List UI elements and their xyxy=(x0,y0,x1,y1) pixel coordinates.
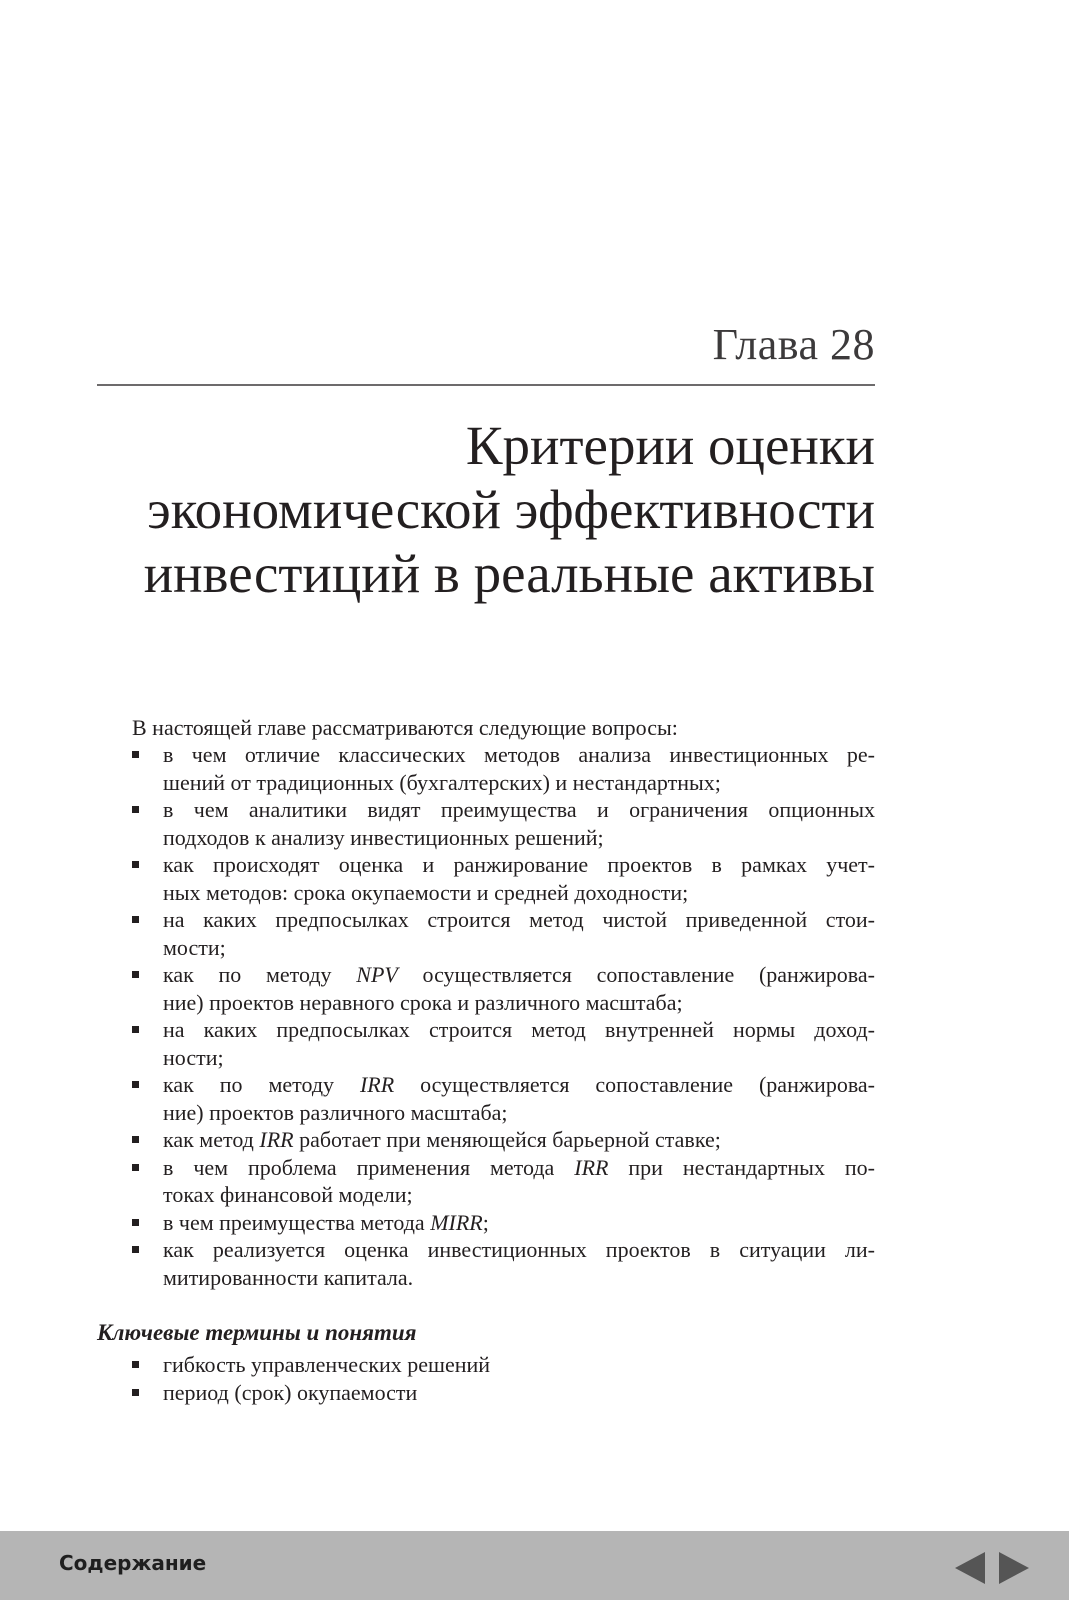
bullet-icon xyxy=(132,1136,139,1143)
footer-nav-bar xyxy=(0,1531,1069,1600)
question-line: подходов к анализу инвестиционных решений; xyxy=(163,824,604,850)
question-item xyxy=(132,1126,875,1154)
question-line: мости; xyxy=(163,934,226,960)
question-line: как реализуется оценка инвестиционных проектов в ситуации ли- xyxy=(163,1237,875,1262)
question-line: в чем проблема применения метода IRR при нестандартных по- xyxy=(163,1154,875,1180)
question-item xyxy=(132,1154,875,1209)
bullet-icon xyxy=(132,1246,139,1253)
contents-link[interactable]: Содержание xyxy=(59,1551,207,1575)
chapter-label: Глава 28 xyxy=(712,320,875,369)
question-line: на каких предпосылках строится метод внутренней нормы доход- xyxy=(163,1017,875,1042)
question-line: ние) проектов различного масштаба; xyxy=(163,1099,508,1125)
question-line: в чем преимущества метода MIRR; xyxy=(163,1209,489,1235)
triangle-left-icon[interactable] xyxy=(955,1552,985,1584)
question-item xyxy=(132,796,875,851)
bullet-icon xyxy=(132,806,139,813)
bullet-icon xyxy=(132,1081,139,1088)
question-line: как по методу IRR осуществляется сопоставление (ранжирова- xyxy=(163,1072,876,1097)
question-item xyxy=(132,906,875,961)
question-line: в чем аналитики видят преимущества и ограничения опционных xyxy=(163,797,875,822)
keyterm-text: гибкость управленческих решений xyxy=(163,1352,491,1377)
bullet-icon xyxy=(132,1164,139,1171)
question-item xyxy=(132,851,875,906)
keyterms-heading: Ключевые термины и понятия xyxy=(97,1320,417,1345)
bullet-icon xyxy=(132,916,139,923)
question-item xyxy=(132,1209,875,1237)
question-line: как по методу NPV осуществляется сопоставление (ранжирова- xyxy=(163,962,875,987)
triangle-right-icon[interactable] xyxy=(999,1552,1029,1584)
bullet-icon xyxy=(132,1026,139,1033)
question-line: в чем отличие классических методов анализа инвестиционных ре- xyxy=(163,742,875,767)
keyterm-item xyxy=(132,1379,875,1407)
question-line: как метод IRR работает при меняющейся барьерной ставке; xyxy=(163,1127,721,1152)
question-line: шений от традиционных (бухгалтерских) и нестандартных; xyxy=(163,769,721,795)
question-line: митированности капитала. xyxy=(163,1264,414,1290)
keyterm-item xyxy=(132,1351,875,1379)
question-line: на каких предпосылках строится метод чистой приведенной стои- xyxy=(163,907,875,932)
keyterm-text: период (срок) окупаемости xyxy=(163,1379,418,1405)
bullet-icon xyxy=(132,751,139,758)
question-line: ности; xyxy=(163,1044,224,1070)
bullet-icon xyxy=(132,971,139,978)
question-item xyxy=(132,1236,875,1291)
question-line: как происходят оценка и ранжирование проектов в рамках учет- xyxy=(163,852,875,877)
bullet-icon xyxy=(132,1361,139,1368)
chapter-title-line: экономической эффективности xyxy=(147,479,875,540)
bullet-icon xyxy=(132,1389,139,1396)
keyterms-list xyxy=(132,1351,875,1406)
question-line: ных методов: срока окупаемости и средней доходности; xyxy=(163,879,689,905)
question-line: ние) проектов неравного срока и различного масштаба; xyxy=(163,989,683,1015)
question-line: токах финансовой модели; xyxy=(163,1182,413,1207)
chapter-title-line: Критерии оценки xyxy=(465,415,875,476)
question-item xyxy=(132,741,875,796)
question-item xyxy=(132,961,875,1016)
chapter-divider xyxy=(97,384,875,386)
bullet-icon xyxy=(132,1219,139,1226)
chapter-title-line: инвестиций в реальные активы xyxy=(143,543,875,604)
question-item xyxy=(132,1071,875,1126)
bullet-icon xyxy=(132,861,139,868)
intro-paragraph: В настоящей главе рассматриваются следующие вопросы: xyxy=(132,715,678,740)
questions-list xyxy=(132,741,875,1291)
chapter-title xyxy=(75,414,875,606)
question-item xyxy=(132,1016,875,1071)
